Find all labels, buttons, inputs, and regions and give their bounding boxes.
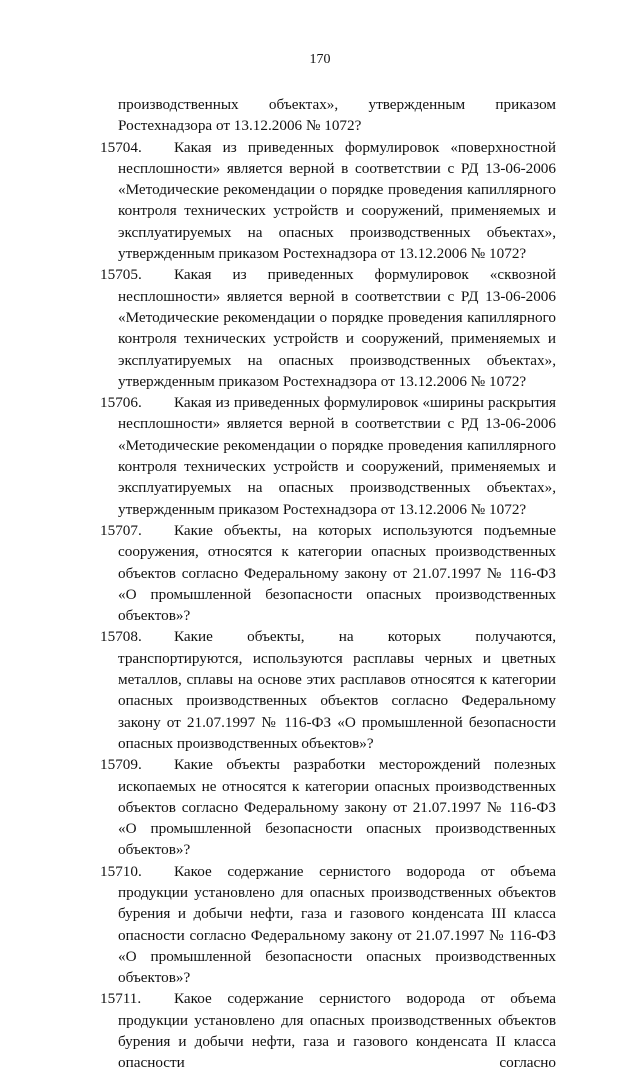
continued-paragraph: производственных объектах», утвержденным приказом Ростехнадзора от 13.12.2006 № 1072? bbox=[118, 96, 556, 135]
question-number: 15711. bbox=[100, 990, 142, 1008]
page-number: 170 bbox=[309, 52, 331, 67]
question-text: Какая из приведенных формулировок «поверхностной несплошности» является верной в соответствии с РД 13-06-2006 «Методические рекомендации о порядке проведения капиллярного контроля технических устройств и сооружений, применяемых и эксплуатируемых на опасных производственных объектах», утвержденным приказом Ростехнадзора от 13.12.2006 № 1072? bbox=[118, 138, 556, 263]
question-item bbox=[100, 392, 556, 520]
question-text: Какие объекты, на которых получаются, транспортируются, используются расплавы черных и цветных металлов, сплавы на основе этих расплавов относятся к категории опасных производственных объектов согласно Федеральному закону от 21.07.1997 № 116-ФЗ «О промышленной безопасности опасных производственных объектов»? bbox=[118, 628, 556, 752]
question-item bbox=[100, 264, 556, 392]
question-item bbox=[100, 754, 556, 860]
question-number: 15708. bbox=[100, 628, 142, 646]
question-text: Какая из приведенных формулировок «сквозной несплошности» является верной в соответствии с РД 13-06-2006 «Методические рекомендации о порядке проведения капиллярного контроля технических устройств и сооружений, применяемых и эксплуатируемых на опасных производственных объектах», утвержденным приказом Ростехнадзора от 13.12.2006 № 1072? bbox=[118, 266, 556, 390]
question-text: Какое содержание сернистого водорода от объема продукции установлено для опасных производственных объектов бурения и добычи нефти, газа и газового конденсата III класса опасности согласно Федеральному закону от 21.07.1997 № 116-ФЗ «О промышленной безопасности опасных производственных объектов»? bbox=[118, 862, 556, 987]
question-item bbox=[100, 137, 556, 265]
question-item bbox=[100, 520, 556, 626]
question-number: 15704. bbox=[100, 138, 142, 156]
question-number: 15705. bbox=[100, 266, 142, 284]
question-text: Какие объекты, на которых используются подъемные сооружения, относятся к категории опасных производственных объектов согласно Федеральному закону от 21.07.1997 № 116-ФЗ «О промышленной безопасности опасных производственных объектов»? bbox=[118, 521, 556, 625]
question-number: 15707. bbox=[100, 521, 142, 539]
question-number: 15710. bbox=[100, 862, 142, 880]
question-text: Какие объекты разработки месторождений полезных ископаемых не относятся к категории опасных производственных объектов согласно Федеральному закону от 21.07.1997 № 116-ФЗ «О промышленной безопасности опасных производственных объектов»? bbox=[118, 756, 556, 859]
question-text: Какое содержание сернистого водорода от объема продукции установлено для опасных производственных объектов бурения и добычи нефти, газа и газового конденсата II класса опасности согласно bbox=[118, 990, 556, 1072]
question-text: Какая из приведенных формулировок «ширины раскрытия несплошности» является верной в соответствии с РД 13-06-2006 «Методические рекомендации о порядке проведения капиллярного контроля технических устройств и сооружений, применяемых и эксплуатируемых на опасных производственных объектах», утвержденным приказом Ростехнадзора от 13.12.2006 № 1072? bbox=[118, 394, 556, 518]
question-number: 15706. bbox=[100, 394, 142, 412]
question-item bbox=[100, 861, 556, 989]
question-item bbox=[100, 626, 556, 754]
question-item bbox=[100, 988, 556, 1073]
question-number: 15709. bbox=[100, 756, 142, 774]
page-content bbox=[100, 94, 556, 1074]
